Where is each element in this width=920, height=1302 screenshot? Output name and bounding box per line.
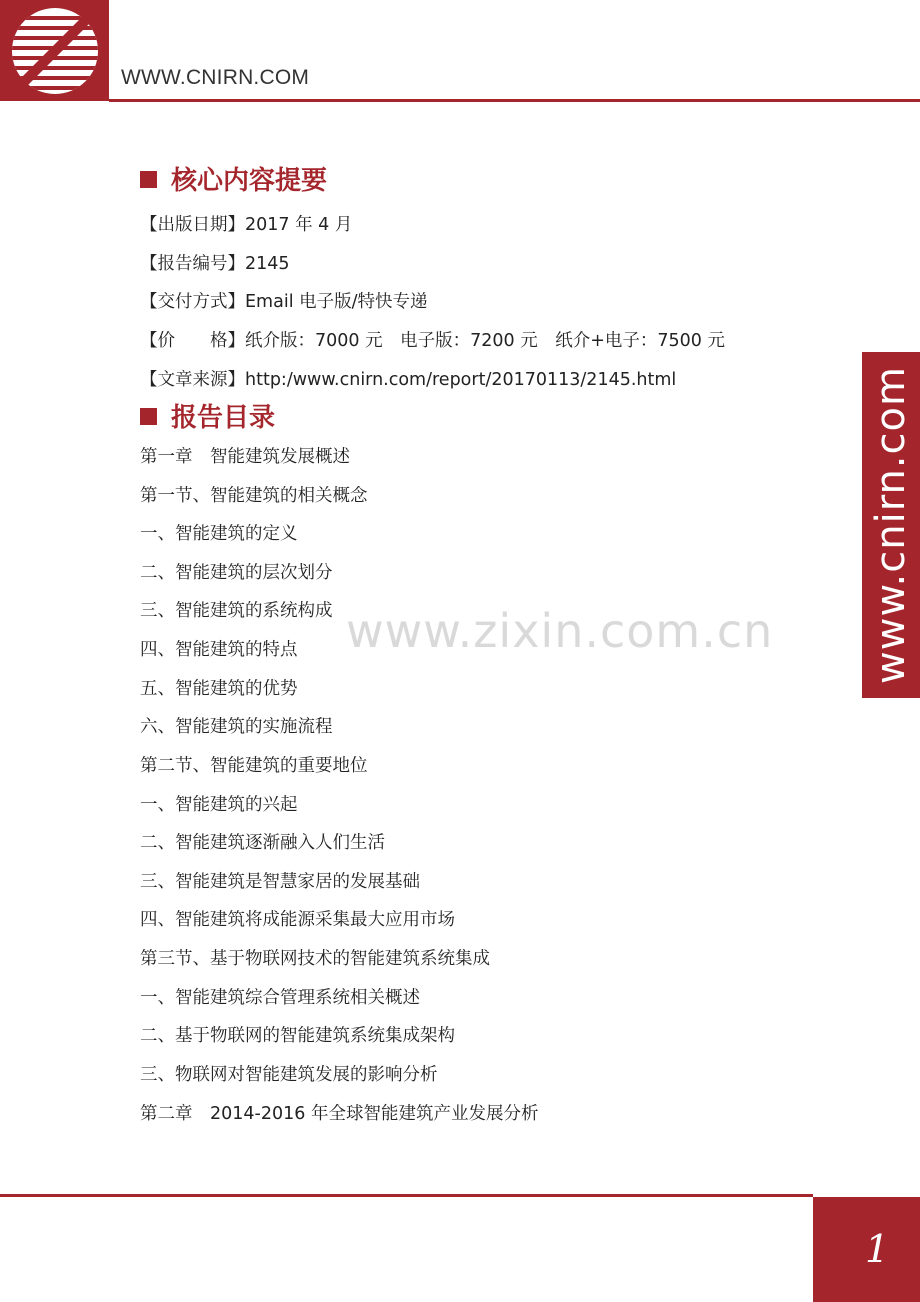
square-bullet-icon	[140, 171, 157, 188]
toc-item: 四、智能建筑将成能源采集最大应用市场	[140, 910, 455, 930]
section-title-summary	[140, 160, 327, 197]
side-url-text: www.cnirn.com	[868, 366, 914, 684]
toc-item: 五、智能建筑的优势	[140, 679, 298, 699]
toc-item: 三、智能建筑的系统构成	[140, 601, 333, 621]
info-delivery: 【交付方式】Email 电子版/特快专递	[140, 292, 428, 312]
toc-item: 第二节、智能建筑的重要地位	[140, 756, 368, 776]
toc-item: 六、智能建筑的实施流程	[140, 717, 333, 737]
header-divider	[109, 99, 920, 102]
toc-item: 第一章 智能建筑发展概述	[140, 447, 350, 467]
info-publish-date: 【出版日期】2017 年 4 月	[140, 215, 353, 235]
watermark: www.zixin.com.cn	[346, 604, 774, 658]
toc-item: 一、智能建筑综合管理系统相关概述	[140, 988, 420, 1008]
info-source-link[interactable]: 【文章来源】http:/www.cnirn.com/report/20170113/2145.html	[140, 370, 677, 390]
toc-item: 一、智能建筑的定义	[140, 524, 298, 544]
toc-item: 第二章 2014-2016 年全球智能建筑产业发展分析	[140, 1104, 539, 1124]
section-title-summary-text: 核心内容提要	[171, 166, 328, 196]
section-title-toc-text: 报告目录	[171, 403, 276, 433]
page-number-box	[813, 1197, 920, 1302]
toc-item: 三、智能建筑是智慧家居的发展基础	[140, 872, 420, 892]
toc-item: 第三节、基于物联网技术的智能建筑系统集成	[140, 949, 490, 969]
info-report-number: 【报告编号】2145	[140, 254, 290, 274]
toc-item: 第一节、智能建筑的相关概念	[140, 486, 368, 506]
logo-emblem-icon	[8, 4, 102, 98]
page-number: 1	[865, 1227, 890, 1271]
toc-item: 三、物联网对智能建筑发展的影响分析	[140, 1065, 438, 1085]
toc-item: 四、智能建筑的特点	[140, 640, 298, 660]
section-title-toc	[140, 397, 275, 434]
toc-item: 一、智能建筑的兴起	[140, 795, 298, 815]
toc-item: 二、基于物联网的智能建筑系统集成架构	[140, 1026, 455, 1046]
square-bullet-icon	[140, 408, 157, 425]
site-url: WWW.CNIRN.COM	[121, 66, 310, 89]
toc-item: 二、智能建筑逐渐融入人们生活	[140, 833, 385, 853]
cnirn-logo	[0, 0, 109, 101]
footer-divider	[0, 1194, 813, 1197]
info-price: 【价 格】纸介版：7000 元 电子版：7200 元 纸介+电子：7500 元	[140, 331, 725, 351]
side-url-tab	[862, 352, 920, 698]
toc-item: 二、智能建筑的层次划分	[140, 563, 333, 583]
